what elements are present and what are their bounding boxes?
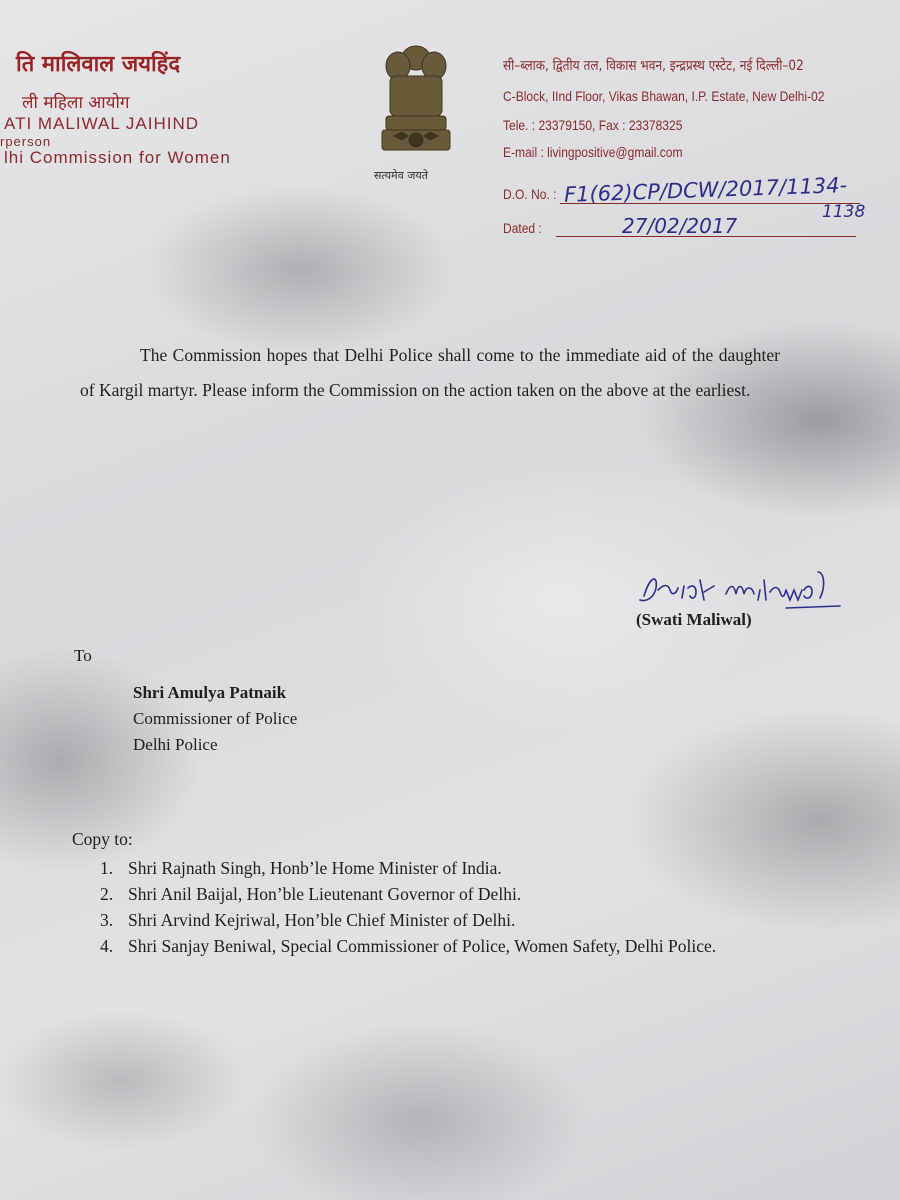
do-number-handwritten-cont: 1138 <box>822 202 866 222</box>
dated-label: Dated : <box>503 220 542 236</box>
dated-handwritten: 27/02/2017 <box>622 214 738 238</box>
handwritten-signature <box>636 566 846 614</box>
body-paragraph: The Commission hopes that Delhi Police shall come to the immediate aid of the daughter of Kargil martyr. Please inform the Commission on the action taken on the above at the earliest. <box>80 345 780 400</box>
letter-body <box>80 338 780 408</box>
recipient-organization: Delhi Police <box>133 735 218 754</box>
copy-to-list <box>100 855 790 959</box>
english-role: rperson <box>0 134 52 149</box>
emblem-motto: सत्यमेव जयते <box>374 169 429 182</box>
recipient-designation: Commissioner of Police <box>133 709 298 728</box>
english-name: ATI MALIWAL JAIHIND <box>4 114 200 133</box>
list-item: 3. Shri Arvind Kejriwal, Hon’ble Chief Minister of Delhi. <box>100 910 516 930</box>
hindi-name: ति मालिवाल जयहिंद <box>16 52 181 77</box>
email: E-mail : livingpositive@gmail.com <box>503 144 683 160</box>
english-organization: lhi Commission for Women <box>4 148 231 167</box>
list-item: 1. Shri Rajnath Singh, Honb’le Home Minister of India. <box>100 858 502 878</box>
address-hindi: सी–ब्लाक, द्वितीय तल, विकास भवन, इन्द्रप्रस्थ एस्टेट, नई दिल्ली–02 <box>503 58 804 74</box>
list-item: 4. Shri Sanjay Beniwal, Special Commissioner of Police, Women Safety, Delhi Police. <box>100 936 717 956</box>
phone-fax: Tele. : 23379150, Fax : 23378325 <box>503 117 683 133</box>
national-emblem-icon <box>372 36 460 186</box>
recipient-name: Shri Amulya Patnaik <box>133 683 287 702</box>
copy-to-label: Copy to: <box>72 829 133 849</box>
recipient-address <box>133 680 297 758</box>
do-number-handwritten: F1(62)CP/DCW/2017/1134- <box>563 173 848 207</box>
list-item: 2. Shri Anil Baijal, Hon’ble Lieutenant Governor of Delhi. <box>100 884 522 904</box>
hindi-organization: ली महिला आयोग <box>22 93 130 113</box>
signatory-name: (Swati Maliwal) <box>636 610 752 629</box>
to-label: To <box>74 646 92 665</box>
do-number-label: D.O. No. : <box>503 186 557 202</box>
address-english: C-Block, IInd Floor, Vikas Bhawan, I.P. Estate, New Delhi-02 <box>503 88 825 104</box>
